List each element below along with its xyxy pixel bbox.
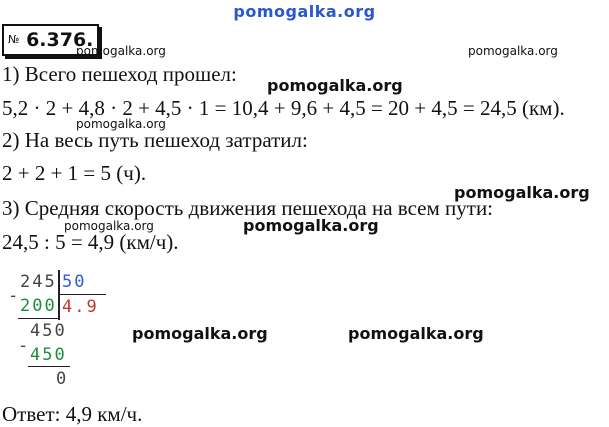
watermark: pomogalka.org bbox=[243, 216, 379, 235]
divisor: 50 bbox=[62, 272, 87, 292]
minus-sign: - bbox=[8, 286, 21, 306]
step2-expression: 2 + 2 + 1 = 5 (ч). bbox=[2, 161, 147, 185]
problem-number: 6.376. bbox=[26, 29, 94, 51]
number-sign: № bbox=[8, 33, 20, 46]
answer-line: Ответ: 4,9 км/ч. bbox=[2, 402, 143, 426]
final-remainder: 0 bbox=[56, 369, 69, 389]
site-header-logo[interactable]: pomogalka.org bbox=[233, 2, 376, 21]
subtraction-line bbox=[28, 366, 70, 367]
step3-expression: 24,5 : 5 = 4,9 (км/ч). bbox=[2, 230, 179, 254]
step1-title: 1) Всего пешеход прошел: bbox=[2, 62, 237, 86]
division-bracket-horizontal bbox=[58, 294, 106, 295]
watermark: pomogalka.org bbox=[132, 324, 268, 343]
watermark: pomogalka.org bbox=[468, 44, 558, 58]
quotient: 4.9 bbox=[62, 297, 99, 317]
watermark: pomogalka.org bbox=[454, 183, 590, 202]
step2-title: 2) На весь путь пешеход затратил: bbox=[2, 128, 308, 152]
dividend: 245 bbox=[20, 272, 57, 292]
minus-sign: - bbox=[18, 336, 31, 356]
watermark: pomogalka.org bbox=[76, 44, 166, 58]
subtraction-line bbox=[18, 318, 60, 319]
watermark: pomogalka.org bbox=[76, 117, 166, 131]
watermark: pomogalka.org bbox=[64, 219, 154, 233]
step1-expression: 5,2 · 2 + 4,8 · 2 + 4,5 · 1 = 10,4 + 9,6 + 4,5 = 20 + 4,5 = 24,5 (км). bbox=[2, 96, 565, 120]
first-subtrahend: 200 bbox=[20, 296, 57, 316]
step3-title: 3) Средняя скорость движения пешехода на всем пути: bbox=[2, 196, 494, 220]
division-bracket-vertical bbox=[58, 270, 60, 320]
second-subtrahend: 450 bbox=[30, 345, 67, 365]
watermark: pomogalka.org bbox=[348, 324, 484, 343]
watermark: pomogalka.org bbox=[267, 76, 403, 95]
first-remainder: 450 bbox=[30, 321, 67, 341]
